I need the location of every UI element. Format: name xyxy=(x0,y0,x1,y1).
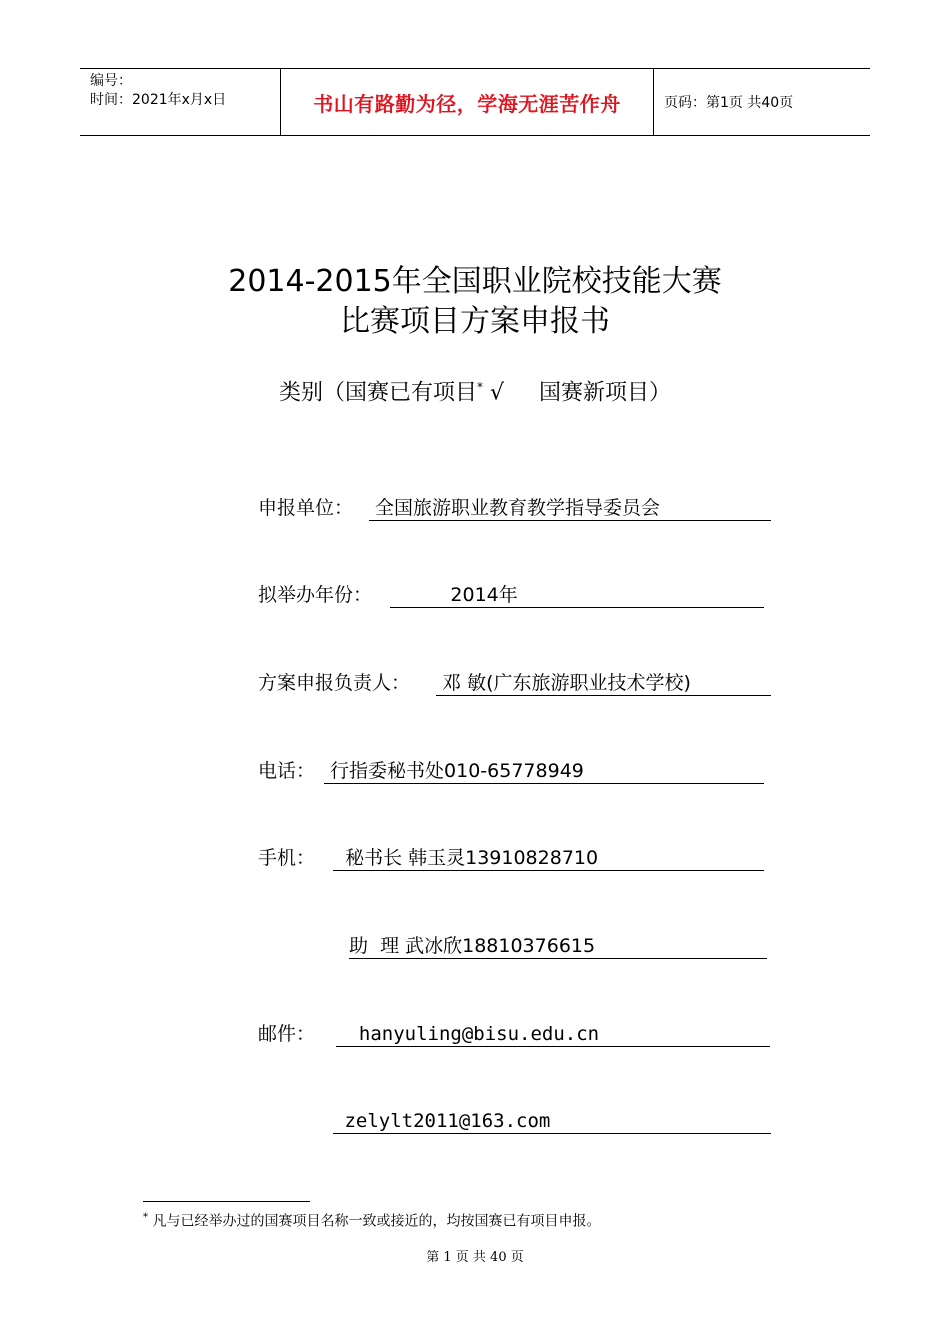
field-email xyxy=(0,1021,950,1047)
field-phone xyxy=(0,758,950,784)
mobile-value-2: 助 理 武冰欣18810376615 xyxy=(349,933,767,959)
year-label: 拟举办年份： xyxy=(258,584,373,606)
field-year xyxy=(0,582,950,608)
mobile-value-1: 秘书长 韩玉灵13910828710 xyxy=(333,845,764,871)
phone-value: 行指委秘书处010-65778949 xyxy=(324,758,764,784)
field-unit xyxy=(0,495,950,521)
time-label: 时间：2021年x月x日 xyxy=(90,92,227,108)
header-motto-cell xyxy=(281,69,654,135)
footnote-mark: * xyxy=(143,1212,148,1223)
category-suffix: √ 国赛新项目） xyxy=(483,380,671,406)
phone-label: 电话： xyxy=(258,760,316,782)
header-meta xyxy=(80,69,281,135)
document-header xyxy=(80,68,870,136)
year-value: 2014年 xyxy=(390,582,764,608)
email-label: 邮件： xyxy=(258,1023,316,1045)
field-mobile-2 xyxy=(0,933,950,959)
leader-label: 方案申报负责人： xyxy=(258,672,411,694)
document-title-line2: 比赛项目方案申报书 xyxy=(340,304,610,339)
field-leader xyxy=(0,670,950,696)
motto: 书山有路勤为径，学海无涯苦作舟 xyxy=(313,91,621,116)
page-number: 第 1 页 共 40 页 xyxy=(426,1250,524,1265)
email-value-2: zelylt2011@163.com xyxy=(333,1108,771,1134)
category-line xyxy=(0,372,950,408)
mobile-label: 手机： xyxy=(258,847,316,869)
footnote-separator xyxy=(143,1201,310,1202)
email-value-1: hanyuling@bisu.edu.cn xyxy=(336,1021,770,1047)
leader-value: 邓 敏(广东旅游职业技术学校) xyxy=(436,670,771,696)
document-title-line1: 2014-2015年全国职业院校技能大赛 xyxy=(228,264,722,299)
unit-label: 申报单位： xyxy=(258,497,354,519)
footnote-text: 凡与已经举办过的国赛项目名称一致或接近的，均按国赛已有项目申报。 xyxy=(148,1213,601,1230)
header-page-cell xyxy=(654,69,870,135)
footnote xyxy=(143,1208,600,1232)
field-email-2 xyxy=(0,1108,950,1134)
number-label: 编号： xyxy=(90,73,132,89)
category-prefix: 类别（国赛已有项目 xyxy=(279,380,478,406)
unit-value: 全国旅游职业教育教学指导委员会 xyxy=(369,495,771,521)
category-footnote-mark: * xyxy=(477,380,484,394)
page-info: 页码：第1页 共40页 xyxy=(664,95,794,111)
field-mobile xyxy=(0,845,950,871)
